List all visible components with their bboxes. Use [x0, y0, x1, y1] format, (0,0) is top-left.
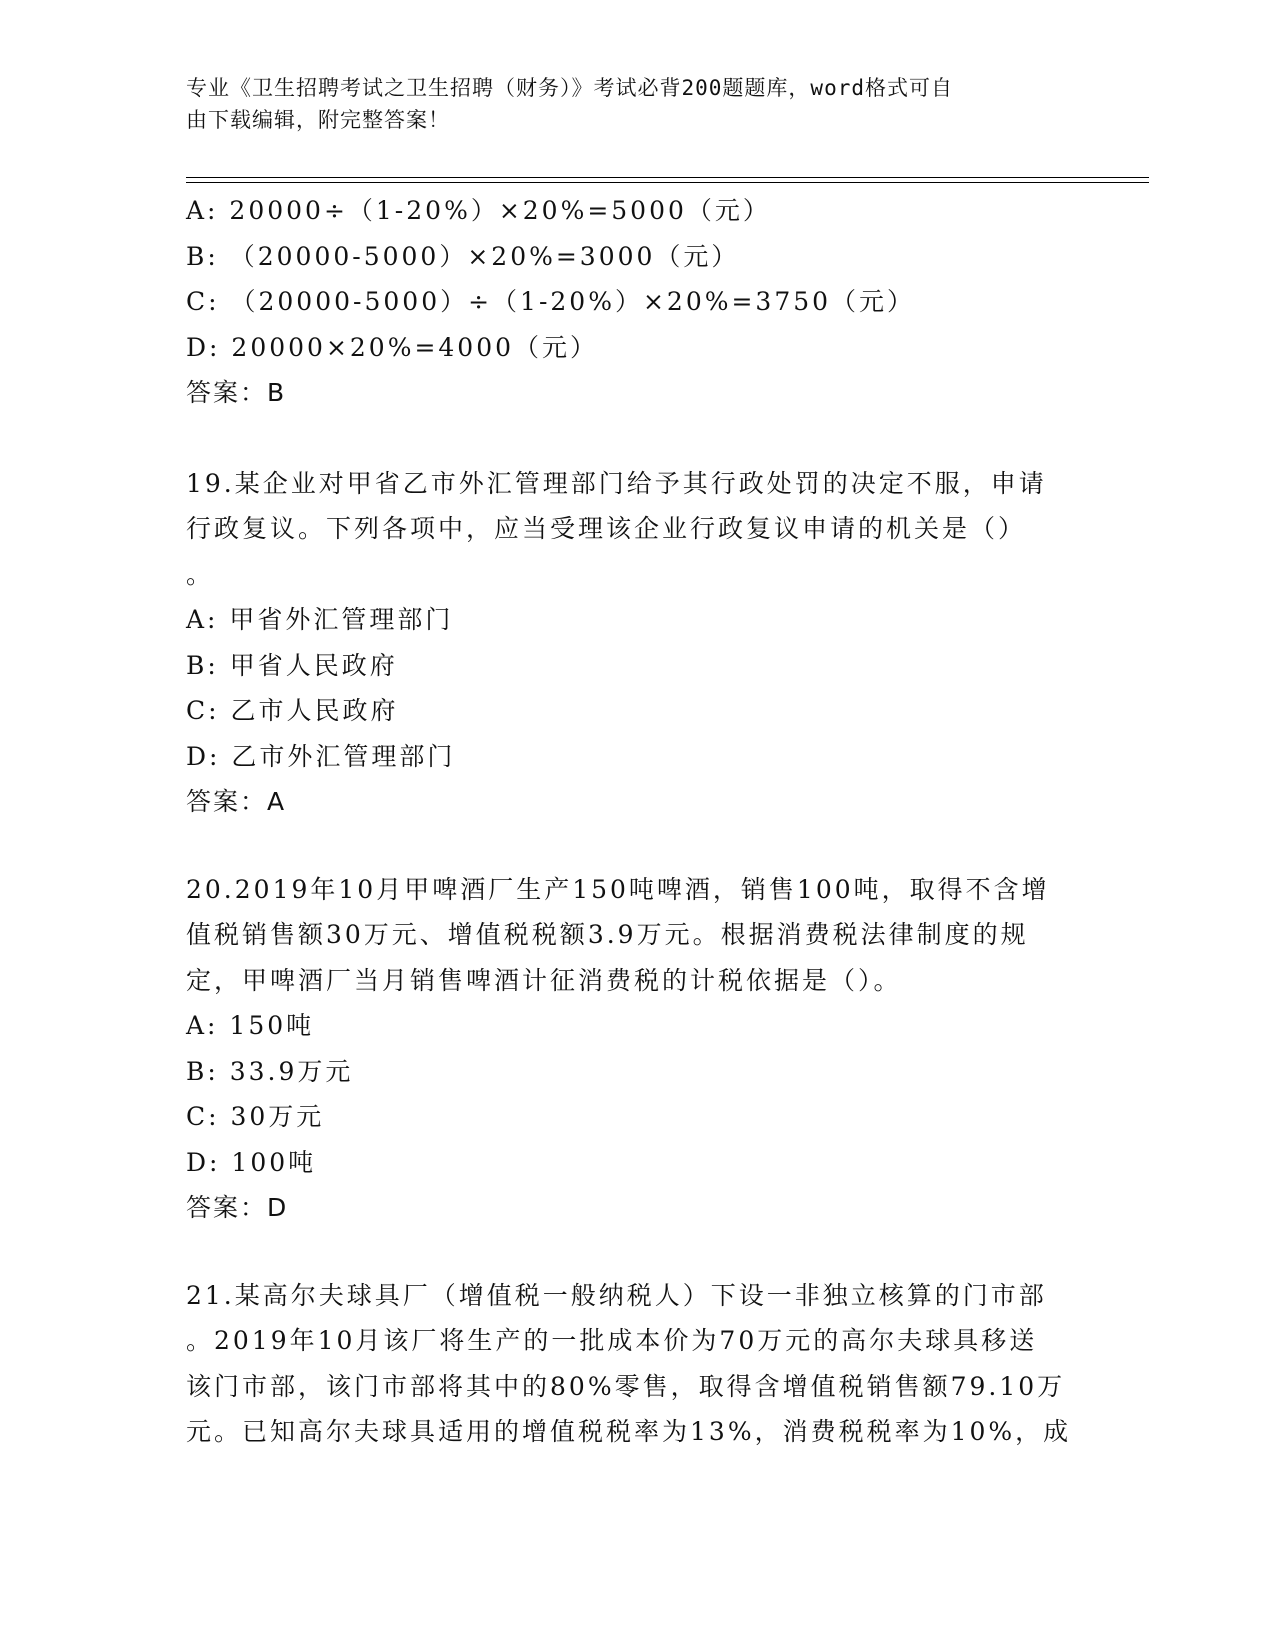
- option-b: B: 甲省人民政府: [186, 650, 398, 680]
- question-text-line: 21.某高尔夫球具厂（增值税一般纳税人）下设一非独立核算的门市部: [186, 1280, 1047, 1310]
- header-line-1: 专业《卫生招聘考试之卫生招聘（财务）》考试必背200题题库，word格式可自: [186, 76, 953, 100]
- question-text-line: 元。已知高尔夫球具适用的增值税税率为13%，消费税税率为10%，成: [186, 1417, 1072, 1446]
- option-c: C: 乙市人民政府: [186, 696, 399, 725]
- question-text-line: 该门市部，该门市部将其中的80%零售，取得含增值税销售额79.10万: [186, 1371, 1066, 1401]
- document-header: [186, 72, 1076, 136]
- option-b: B: 33.9万元: [186, 1056, 354, 1086]
- question-21: [186, 1273, 1086, 1455]
- option-a: A: 甲省外汇管理部门: [186, 605, 454, 634]
- question-text-line: 20.2019年10月甲啤酒厂生产150吨啤酒，销售100吨，取得不含增: [186, 874, 1050, 904]
- question-text-line: 。: [186, 559, 215, 589]
- option-c: C: （20000-5000）÷（1-20%）×20%=3750（元）: [186, 287, 916, 316]
- question-text-line: 行政复议。下列各项中，应当受理该企业行政复议申请的机关是（）: [186, 514, 1027, 543]
- option-a: A: 150吨: [186, 1011, 315, 1040]
- option-d: D: 乙市外汇管理部门: [186, 741, 456, 771]
- question-18: [186, 188, 1086, 416]
- question-text-line: 定，甲啤酒厂当月销售啤酒计征消费税的计税依据是（）。: [186, 965, 902, 995]
- header-divider-top: [186, 177, 1149, 178]
- spacer: [186, 1231, 1086, 1273]
- question-19: [186, 461, 1086, 825]
- question-list: [186, 188, 1086, 1455]
- header-line-2: 由下载编辑，附完整答案！: [186, 108, 450, 132]
- option-c: C: 30万元: [186, 1102, 325, 1131]
- spacer: [186, 416, 1086, 461]
- answer-line: 答案：D: [186, 1193, 289, 1222]
- question-text-line: 值税销售额30万元、增值税税额3.9万元。根据消费税法律制度的规: [186, 920, 1029, 949]
- question-text-line: 19.某企业对甲省乙市外汇管理部门给予其行政处罚的决定不服，申请: [186, 468, 1047, 498]
- option-a: A: 20000÷（1-20%）×20%=5000（元）: [186, 196, 771, 225]
- spacer: [186, 825, 1086, 867]
- option-b: B: （20000-5000）×20%=3000（元）: [186, 241, 740, 271]
- option-d: D: 100吨: [186, 1147, 317, 1177]
- question-text-line: 。2019年10月该厂将生产的一批成本价为70万元的高尔夫球具移送: [186, 1326, 1038, 1355]
- option-d: D: 20000×20%=4000（元）: [186, 332, 599, 362]
- header-divider-bottom: [186, 182, 1149, 183]
- question-20: [186, 867, 1086, 1231]
- answer-line: 答案：B: [186, 378, 287, 407]
- answer-line: 答案：A: [186, 787, 287, 816]
